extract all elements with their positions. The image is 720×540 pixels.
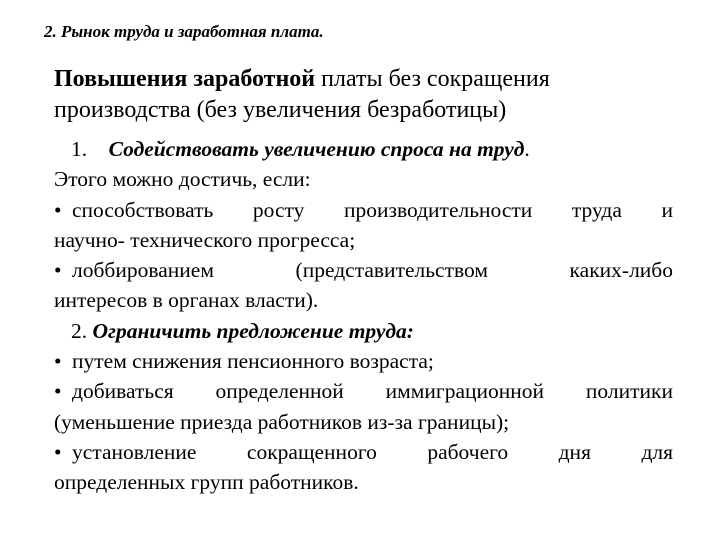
list-item bbox=[54, 255, 673, 285]
section-1-number: 1. bbox=[71, 137, 88, 161]
section-2-heading-text: Ограничить предложение труда: bbox=[92, 318, 414, 343]
section-1-heading bbox=[54, 134, 673, 164]
section-1-heading-text: Содействовать увеличению спроса на труд bbox=[108, 137, 525, 161]
list-item-line-2: научно- технического прогресса; bbox=[54, 227, 356, 252]
section-2-number: 2. bbox=[71, 318, 88, 343]
list-item-line-1: лоббированием (представительством каких-либо bbox=[72, 258, 673, 283]
list-item-line-1: установление сокращенного рабочего дня для bbox=[72, 439, 673, 464]
list-item-line-2: определенных групп работников. bbox=[54, 470, 359, 495]
list-item-line-2: интересов в органах власти). bbox=[54, 288, 319, 313]
list-item bbox=[54, 195, 673, 225]
title-regular-part: платы без сокращения bbox=[315, 66, 550, 92]
section-1-heading-period: . bbox=[524, 137, 530, 161]
section-header: 2. Рынок труда и заработная плата. bbox=[44, 22, 324, 41]
list-item-line-2: (уменьшение приезда работников из-за границы); bbox=[54, 409, 510, 434]
bullet-icon: • bbox=[54, 258, 62, 283]
section-2-heading bbox=[54, 316, 673, 346]
bullet-icon: • bbox=[54, 379, 62, 404]
list-item bbox=[54, 376, 673, 406]
title-bold-part: Повышения заработной bbox=[54, 66, 316, 92]
bullet-icon: • bbox=[54, 349, 62, 374]
list-item bbox=[54, 346, 673, 376]
list-item bbox=[54, 437, 673, 467]
slide-title bbox=[54, 64, 694, 126]
title-line-2: производства (без увеличения безработицы) bbox=[54, 97, 507, 123]
bullet-icon: • bbox=[54, 439, 62, 464]
title-line-1 bbox=[54, 64, 694, 95]
list-item-line-1: добиваться определенной иммиграционной политики bbox=[72, 379, 673, 404]
list-item-line-1: способствовать росту производительности труда и bbox=[72, 197, 673, 222]
list-item-line-1: путем снижения пенсионного возраста; bbox=[72, 349, 434, 374]
bullet-icon: • bbox=[54, 197, 62, 222]
slide-body bbox=[54, 134, 673, 498]
section-1-intro: Этого можно достичь, если: bbox=[54, 167, 311, 192]
